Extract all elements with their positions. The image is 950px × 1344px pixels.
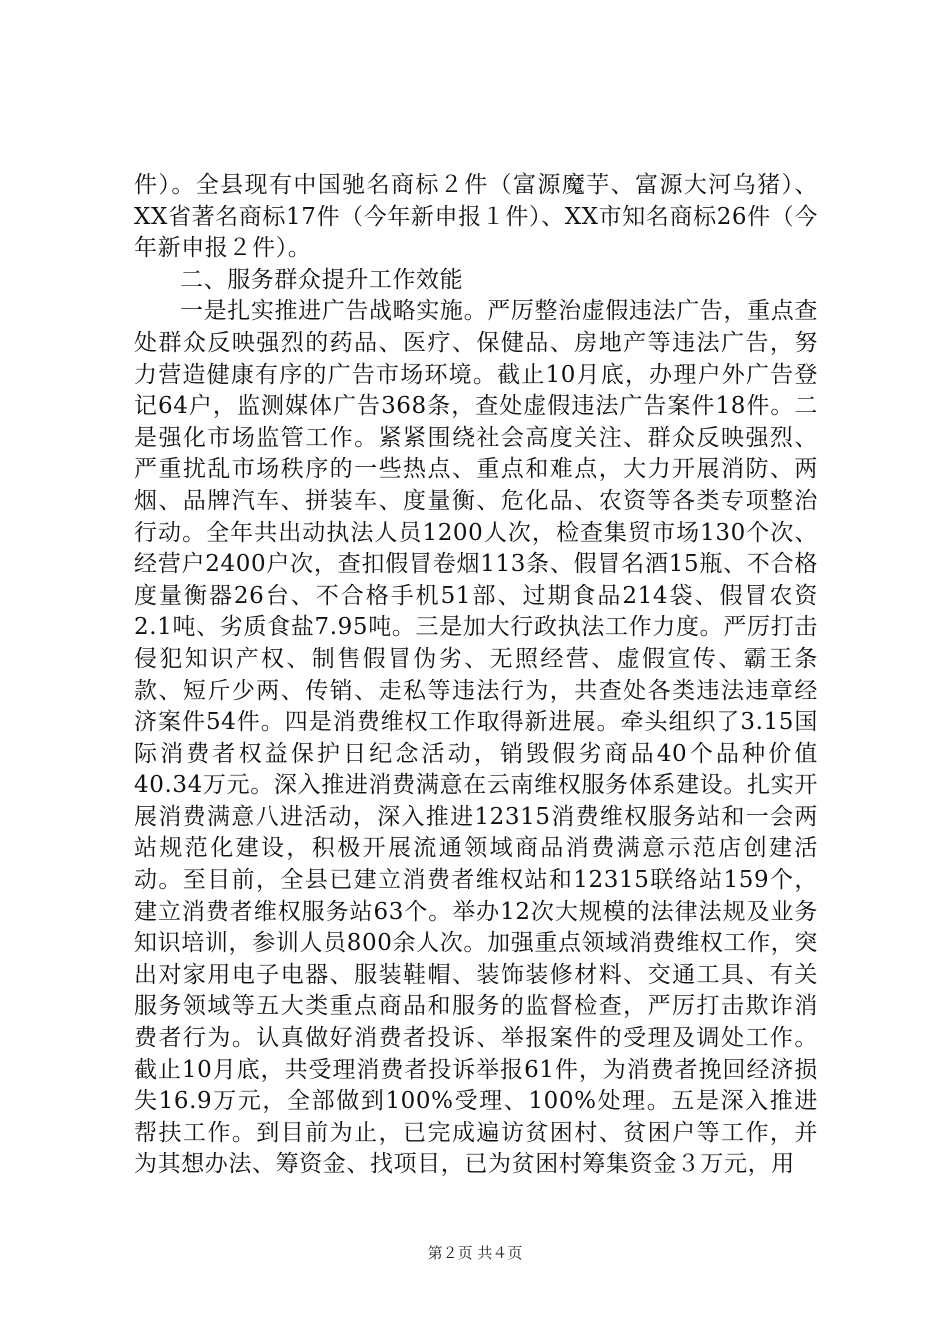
page-footer: 第２页 共４页 (427, 1244, 523, 1262)
document-body (134, 170, 818, 1181)
paragraph-main: 一是扎实推进广告战略实施。严厉整治虚假违法广告，重点查处群众反映强烈的药品、医疗、保健品、房地产等违法广告，努力营造健康有序的广告市场环境。截止10月底，办理户外广告登记64户，监测媒体广告368条，查处虚假违法广告案件18件。二是强化市场监管工作。紧紧围绕社会高度关注、群众反映强烈、严重扰乱市场秩序的一些热点、重点和难点，大力开展消防、两烟、品牌汽车、拼装车、度量衡、危化品、农资等各类专项整治行动。全年共出动执法人员1200人次，检查集贸市场130个次、经营户2400户次，查扣假冒卷烟113条、假冒名酒15瓶、不合格度量衡器26台、不合格手机51部、过期食品214袋、假冒农资2.1吨、劣质食盐7.95吨。三是加大行政执法工作力度。严厉打击侵犯知识产权、制售假冒伪劣、无照经营、虚假宣传、霸王条款、短斤少两、传销、走私等违法行为，共查处各类违法违章经济案件54件。四是消费维权工作取得新进展。牵头组织了3.15国际消费者权益保护日纪念活动，销毁假劣商品40个品种价值40.34万元。深入推进消费满意在云南维权服务体系建设。扎实开展消费满意八进活动，深入推进12315消费维权服务站和一会两站规范化建设，积极开展流通领域商品消费满意示范店创建活动。至目前，全县已建立消费者维权站和12315联络站159个，建立消费者维权服务站63个。举办12次大规模的法律法规及业务知识培训，参训人员800余人次。加强重点领域消费维权工作，突出对家用电子电器、服装鞋帽、装饰装修材料、交通工具、有关服务领域等五大类重点商品和服务的监督检查，严厉打击欺诈消费者行为。认真做好消费者投诉、举报案件的受理及调处工作。截止10月底，共受理消费者投诉举报61件，为消费者挽回经济损失16.9万元，全部做到100%受理、100%处理。五是深入推进帮扶工作。到目前为止，已完成遍访贫困村、贫困户等工作，并为其想办法、筹资金、找项目，已为贫困村筹集资金３万元，用 (134, 298, 818, 1178)
section-heading: 二、服务群众提升工作效能 (180, 266, 464, 293)
paragraph-continuation: 件）。全县现有中国驰名商标２件（富源魔芋、富源大河乌猪）、XX省著名商标17件（今年新申报１件）、XX市知名商标26件（今年新申报２件）。 (134, 172, 818, 262)
